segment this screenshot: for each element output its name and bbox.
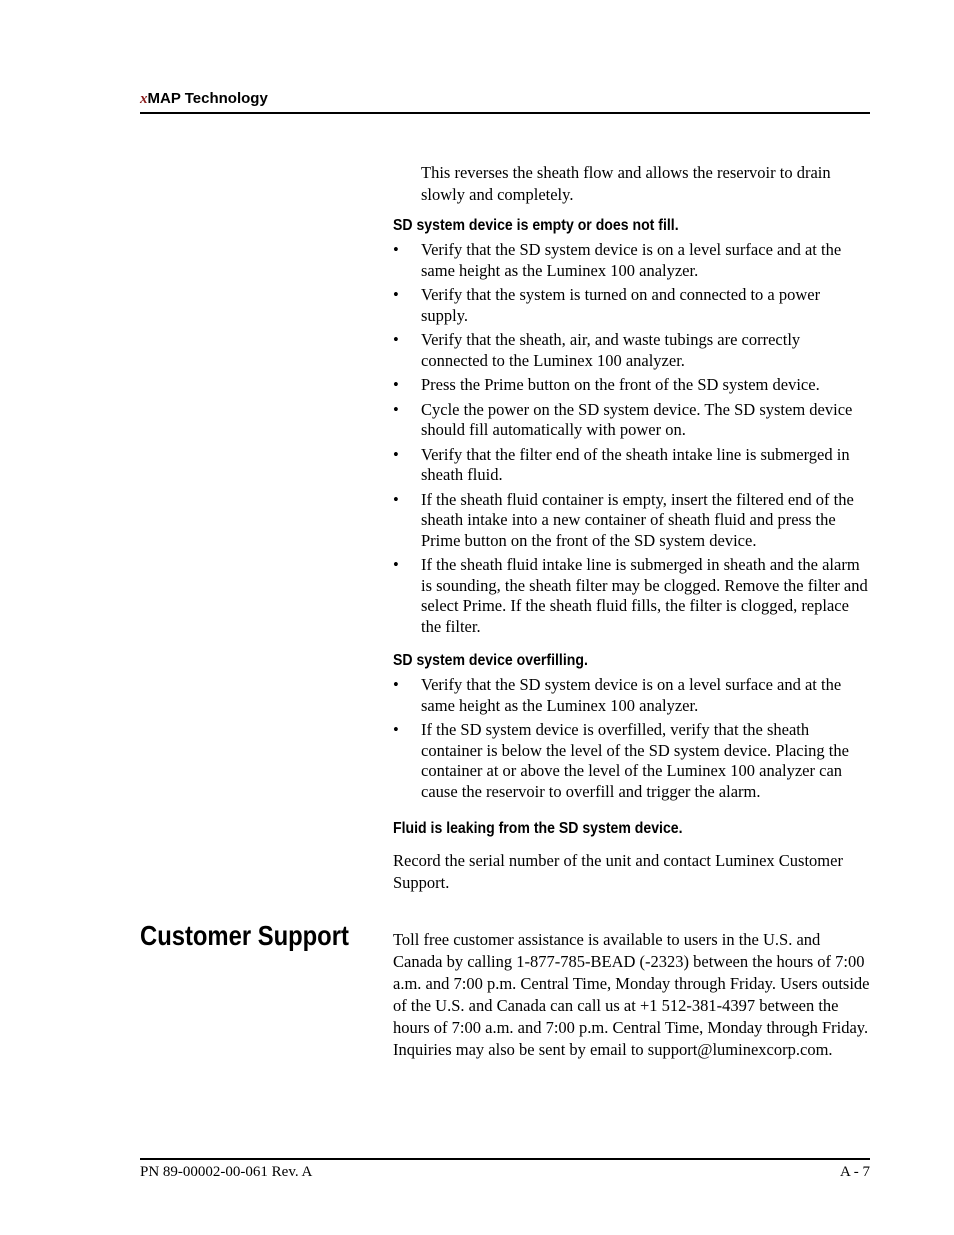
bullet-list-overfilling bbox=[393, 675, 870, 806]
bullet-icon: • bbox=[393, 399, 399, 419]
list-item-text: Verify that the filter end of the sheath intake line is submerged in sheath fluid. bbox=[421, 444, 850, 484]
list-item-text: Verify that the SD system device is on a level surface and at the same height as the Luminex 100 analyzer. bbox=[421, 240, 842, 280]
page-footer bbox=[140, 1158, 870, 1181]
bullet-icon: • bbox=[393, 720, 399, 739]
bullet-icon: • bbox=[393, 330, 399, 349]
list-item bbox=[393, 285, 870, 326]
bullet-icon: • bbox=[393, 675, 399, 694]
header-x-prefix: x bbox=[140, 91, 148, 107]
list-item bbox=[393, 555, 870, 637]
list-item-text: If the sheath fluid intake line is submerged in sheath and the alarm is sounding, the sheath filter may be clogged. Remove the filter and select Prime. If the sheath fluid fills, the filter is clogged, replace the filter. bbox=[421, 555, 868, 636]
bullet-list-empty bbox=[393, 240, 870, 641]
leaking-paragraph: Record the serial number of the unit and contact Luminex Customer Support. bbox=[393, 851, 843, 892]
header-title: MAP Technology bbox=[147, 90, 268, 107]
list-item-text: Verify that the sheath, air, and waste tubings are correctly connected to the Luminex 100 analyzer. bbox=[421, 330, 801, 370]
bullet-icon: • bbox=[393, 555, 399, 574]
list-item bbox=[393, 375, 870, 396]
footer-page-number: A - 7 bbox=[840, 1164, 870, 1180]
bullet-icon: • bbox=[393, 240, 399, 259]
list-item bbox=[393, 490, 870, 552]
list-item bbox=[393, 675, 870, 716]
list-item bbox=[393, 445, 870, 486]
list-item-text: Verify that the SD system device is on a level surface and at the same height as the Luminex 100 analyzer. bbox=[421, 675, 842, 715]
list-item bbox=[393, 720, 870, 802]
intro-paragraph: This reverses the sheath flow and allows the reservoir to drain slowly and completely. bbox=[421, 163, 831, 204]
list-item-text: If the sheath fluid container is empty, insert the filtered end of the sheath intake into a new container of sheath fluid and press the Prime button on the front of the SD system device. bbox=[421, 489, 854, 550]
footer-part-number: PN 89-00002-00-061 Rev. A bbox=[140, 1164, 313, 1180]
section-heading-empty: SD system device is empty or does not fill. bbox=[393, 217, 679, 234]
page-header bbox=[140, 90, 870, 114]
list-item-text: Verify that the system is turned on and connected to a power supply. bbox=[421, 285, 821, 325]
section-heading-leaking: Fluid is leaking from the SD system device. bbox=[393, 820, 683, 837]
bullet-icon: • bbox=[393, 444, 399, 464]
bullet-icon: • bbox=[393, 285, 399, 304]
list-item bbox=[393, 400, 870, 441]
list-item bbox=[393, 240, 870, 281]
list-item-text: If the SD system device is overfilled, verify that the sheath container is below the level of the SD system device. Placing the container at or above the level of the Luminex 100 analyzer can cause the reservoir to overfill and trigger the alarm. bbox=[421, 720, 849, 801]
customer-support-paragraph: Toll free customer assistance is available to users in the U.S. and Canada by calling 1-877-785-BEAD (-2323) between the hours of 7:00 a.m. and 7:00 p.m. Central Time, Monday through Friday. Users outside of the U.S. and Canada can call us at +1 512-381-4397 between the hours of 7:00 a.m. and 7:00 p.m. Central Time, Monday through Friday. Inquiries may also be sent by email to support@luminexcorp.com. bbox=[393, 930, 870, 1059]
section-heading-overfilling: SD system device overfilling. bbox=[393, 652, 588, 669]
customer-support-heading: Customer Support bbox=[140, 920, 349, 951]
bullet-icon: • bbox=[393, 375, 399, 394]
list-item bbox=[393, 330, 870, 371]
list-item-text: Cycle the power on the SD system device. The SD system device should fill automatically with power on. bbox=[421, 399, 853, 439]
list-item-text: Press the Prime button on the front of the SD system device. bbox=[421, 375, 820, 394]
bullet-icon: • bbox=[393, 489, 399, 509]
